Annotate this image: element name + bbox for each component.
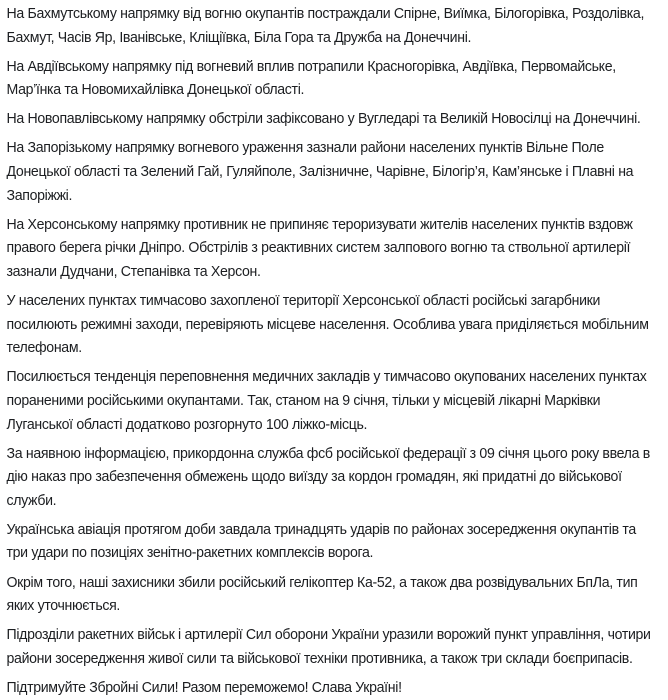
paragraph-closing: Підтримуйте Збройні Сили! Разом переможемо! Слава Україні! xyxy=(6,678,402,696)
paragraph-kherson: На Херсонському напрямку противник не припиняє тероризувати жителів населених пунктів вздовж правого берега річки Дніпро. Обстрілів з реактивних систем залпового вогню та ствольної артилерії зазнали Дудчани, Степанівка та Херсон. xyxy=(6,215,633,280)
paragraph-avdiivka: На Авдіївському напрямку під вогневий вплив потрапили Красногорівка, Авдіївка, Первомайське, Мар’їнка та Новомихайлівка Донецької області. xyxy=(6,57,616,99)
paragraph-artillery: Підрозділи ракетних військ і артилерії Сил оборони України уразили ворожий пункт управління, чотири райони зосередження живої сили та військової техніки противника, а також три склади боєприпасів. xyxy=(6,626,651,667)
paragraph-aviation: Українська авіація протягом доби завдала тринадцять ударів по районах зосередження окупантів та три удари по позиціях зенітно-ракетних комплексів ворога. xyxy=(6,520,636,562)
paragraph-zaporizhzhia: На Запорізькому напрямку вогневого ураження зазнали райони населених пунктів Вільне Поле Донецької області та Зелений Гай, Гуляйполе, Залізничне, Чарівне, Білогір’я, Кам’янське і Плавні на Запоріжжі. xyxy=(6,139,634,204)
paragraph-hospitals: Посилюється тенденція переповнення медичних закладів у тимчасово окупованих населених пунктах пораненими російськими окупантами. Так, станом на 9 січня, тільки у місцевій лікарні Марківки Луганської області додатково розгорнуто 100 ліжко-місць. xyxy=(6,368,647,433)
paragraph-border-service: За наявною інформацією, прикордонна служба фсб російської федерації з 09 січня цього року ввела в дію наказ про забезпечення обмежень щодо виїзду за кордон громадян, які придатні до військової служби. xyxy=(6,444,650,509)
paragraph-bakhmut: На Бахмутському напрямку від вогню окупантів постраждали Спірне, Виїмка, Білогорівка, Роздолівка, Бахмут, Часів Яр, Іванівське, Кліщіївка, Біла Гора та Дружба на Донеччині. xyxy=(6,5,645,46)
paragraph-occupied-kherson: У населених пунктах тимчасово захопленої території Херсонської області російські загарбники посилюють режимні заходи, перевіряють місцеве населення. Особлива увага приділяється мобільним телефонам. xyxy=(6,292,649,357)
paragraph-helicopter: Окрім того, наші захисники збили російський гелікоптер Ка-52, а також два розвідувальних БпЛа, тип яких уточнюється. xyxy=(6,573,638,615)
paragraph-novopavlivka: На Новопавлівському напрямку обстріли зафіксовано у Вугледарі та Великій Новосілці на Донеччині. xyxy=(6,110,641,128)
